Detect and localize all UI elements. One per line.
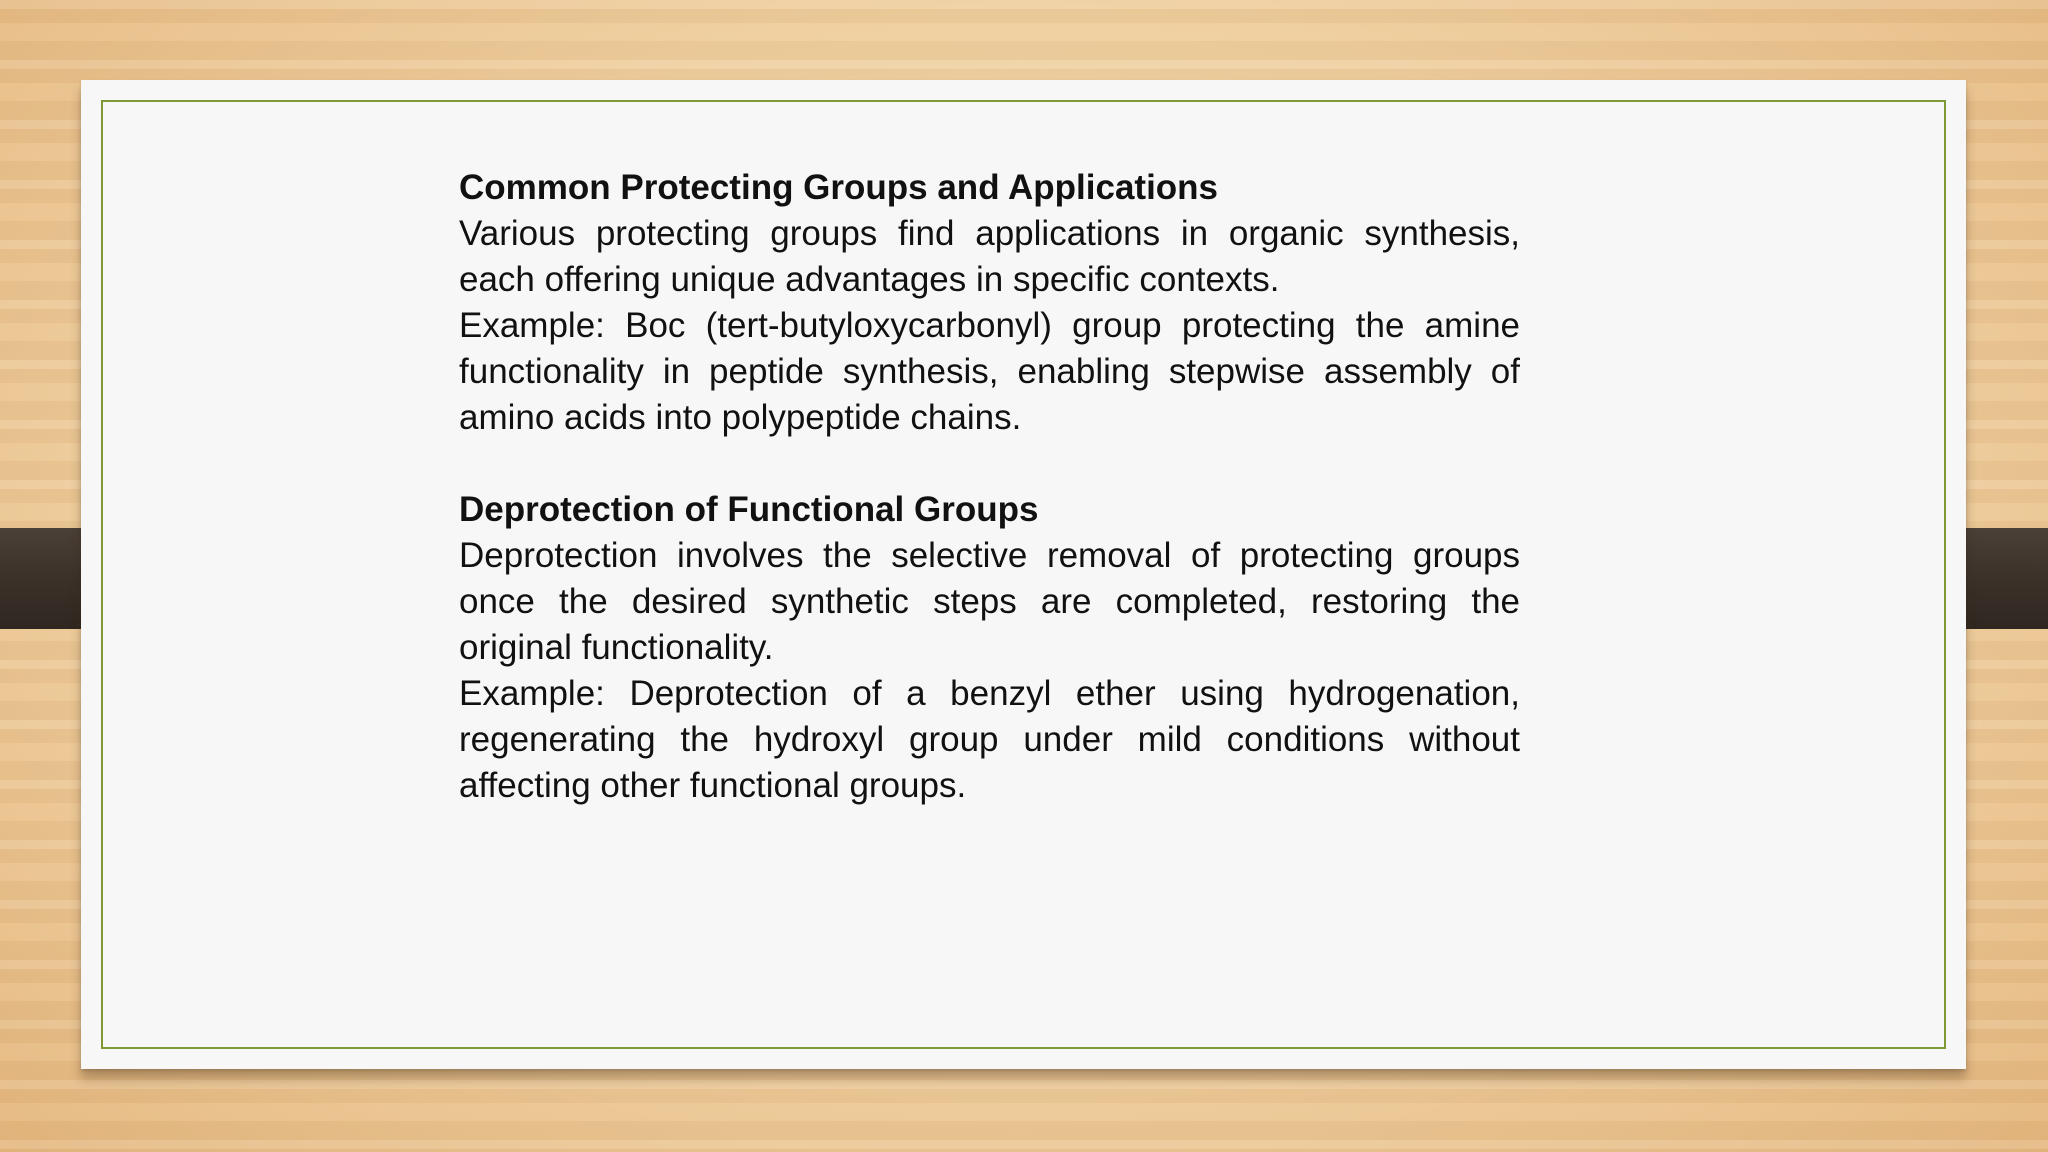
section-body-protecting-groups: Various protecting groups find applications in organic synthesis, each offering unique advantages in specific contexts. (459, 214, 1520, 299)
section-example-boc: Example: Boc (tert-butyloxycarbonyl) group protecting the amine functionality in peptide synthesis, enabling stepwise assembly of amino acids into polypeptide chains. (459, 306, 1520, 437)
section-example-benzyl-ether: Example: Deprotection of a benzyl ether using hydrogenation, regenerating the hydroxyl group under mild conditions without affecting other functional groups. (459, 674, 1520, 805)
section-body-deprotection: Deprotection involves the selective removal of protecting groups once the desired synthetic steps are completed, restoring the original functionality. (459, 536, 1520, 667)
slide-content (459, 165, 1520, 809)
section-heading-protecting-groups: Common Protecting Groups and Applications (459, 168, 1219, 207)
section-heading-deprotection: Deprotection of Functional Groups (459, 490, 1039, 529)
section-spacer (459, 441, 1520, 487)
